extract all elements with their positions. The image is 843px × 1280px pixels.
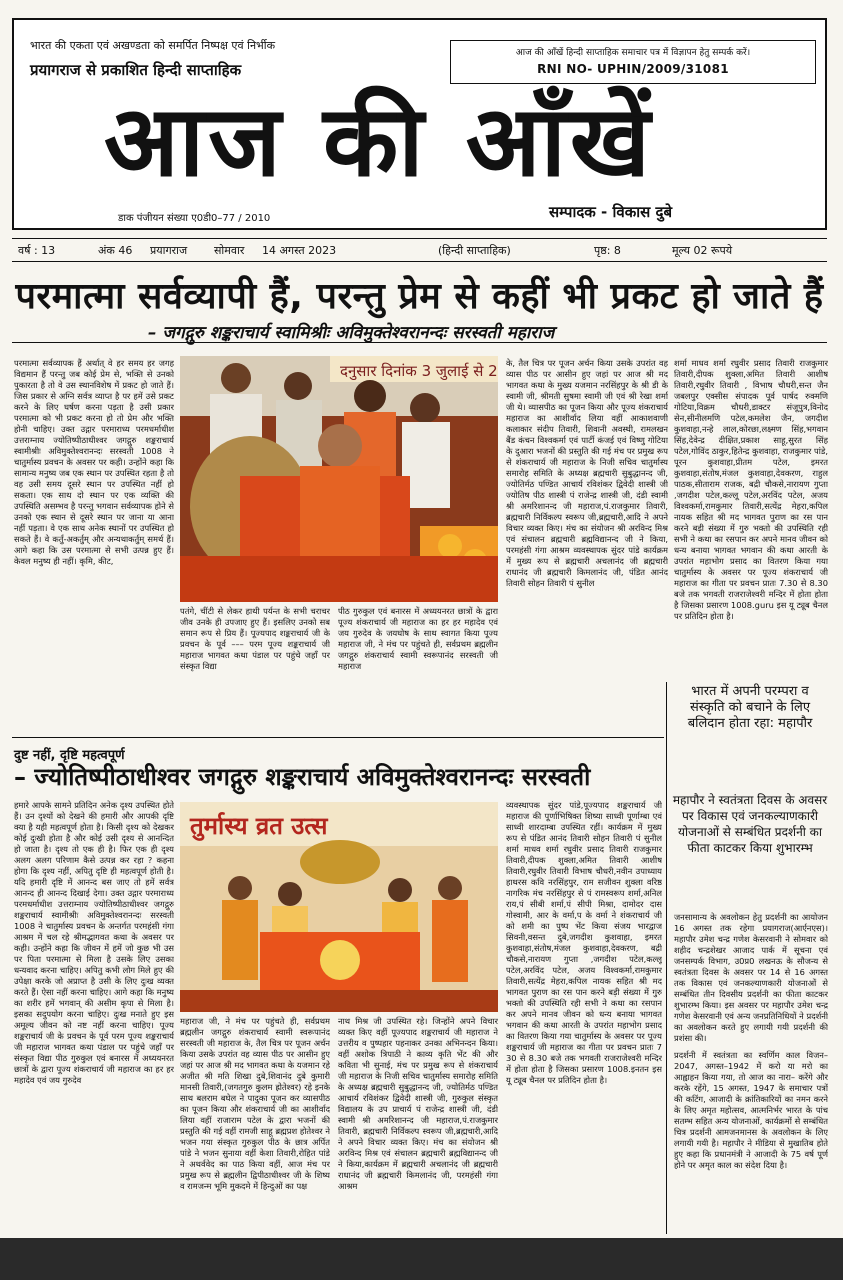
newspaper-title: आज की आँखें xyxy=(104,84,655,199)
article2-kicker: दुष्ट नहीं, दृष्टि महत्वपूर्ण xyxy=(14,748,125,763)
masthead-tagline: भारत की एकता एवं अखण्डता को समर्पित निष्पक्ष एवं निर्भीक xyxy=(30,39,276,52)
article1-col5: शर्मा माधव शर्मा रघुवीर प्रसाद तिवारी राजकुमार तिवारी,दीपक शुक्ला,अमित तिवारी आशीष तिवारी,रघुवीर तिवारी , विभाष चौधरी,सन्त जैन जबलपुर एक्सीस संपादक पूर्व पार्षद रुक्मणि गोटिया,विक्रम चौधरी,डाक्टर संजूपुत्र,विनोद सेन,सीनीलमणि पटेल,कमलेश जैन, जगदीश कुशवाहा,नन्हे लाल,कोरछा,लक्ष्मण सिंह,भगवान सिंह,देवेन्द्र दीक्षित,प्रकाश साहू,सुरत सिंह पटेल,गोविंद ठाकुर,हितेन्द्र कुशवाहा, राजकुमार पांडे, पूरन कुशवाहा,प्रीतम पटेल, इमरत कुशवाहा,संतोष,मंजल कुशवाहा,देवकरण, राहुल पाठक,सीताराम राजक, बद्री चौकसे,नारायण गुप्ता ,जगदीश पटेल,कल्लू पटेल,अरविंद पटेल, अजय विश्वकर्मा,रामकुमार तिवारी,सत्येंद्र मेहरा,कपिल नायक सहित श्री मद भागवत पुराण का रस पान करने बड़ी संख्या में गुरु भक्तो की उपस्थिति रही सभी ने कथा का रसपान कर अपने मानव जीवन को धन्य बनाया भागवत भगवान की कथा आरती के उपरांत महाभोग प्रसाद का वितरण किया गया चातुर्मास्य के अवसर पर पूज्य शंकराचार्य जी महाराज का गीता पर प्रवचन प्रातः 7.30 से 8.30 बजे तक भगवती राजराजेश्वरी मन्दिर में होता होता है जिसका प्रसारण 1008.guru इस यू ट्यूब चैनल पर प्रतिदिन होता है। xyxy=(674,358,828,621)
article2-photo xyxy=(180,802,498,1012)
article2-col3: नाथ मिश्र जी उपस्थित रहे। जिन्होंने अपने विचार व्यक्त किए वहीं पूज्यपाद शङ्कराचार्य जी महाराज ने उत्तरीय व पुष्पहार पहनाकर उनका अभिनन्दन किया। वहीं अशोक त्रिपाठी ने काव्य कृति भेंट की और कविता भी सुनाई, मंच पर प्रमुख रूप से शंकराचार्य जी महाराज के निजी सचिव चातुर्मास्य समारोह समिति के अध्यक्ष ब्रह्मचारी सुबुद्धानन्द जी, ज्योतिर्मठ पण्डित आचार्य रविशंकर द्विवेदी शास्त्री जी, गुरुकुल संस्कृत विद्यालय के उप प्राचार्य पं राजेन्द्र शास्त्री जी, दंडी स्वामी श्री अमरिशानन्द जी महाराज,पं.राजकुमार तिवारी, ब्रह्मचारी निर्विकल्प स्वरूप जी,ब्रह्मचारी,आदि ने अपने विचार व्यक्त किए। मंच का संयोजन श्री अरविन्द मिश्र एवं संचालन ब्रह्मचारी ब्रह्मविद्यानन्द जी ने किया,कार्यक्रम में ब्रह्मचारी अचलानंद जी ब्रह्मचारी राधानंद जी ब्रह्मचारी किमलानंद जी, परमहंसी गंगा आश्रम xyxy=(338,1016,498,1191)
article1-byline: – जगद्गुरु शङ्कराचार्य स्वामिश्रीः अविमुक्तेश्वरानन्दः सरस्वती महाराज xyxy=(148,323,555,343)
article2-col1: हमारे आपके सामने प्रतिदिन अनेक दृश्य उपस्थित होते हैं। उन दृश्यों को देखने की हमारी और आपकी दृष्टि क्या है यही महत्वपूर्ण होता है। किसी दृश्य को देखकर कोई दुःखी होता है और कोई उसी दृश्य से आनन्दित हो जाता है। दृश्य तो एक ही है। फिर एक ही दृश्य अलग अलग परिणाम कैसे उत्पन्न कर रहा ? कहना होगा कि दृश्य नहीं, अपितु दृष्टि ही महत्वपूर्ण होती है। यदि हमारी दृष्टि में आनन्द बस जाए तो हमें सर्वत्र आनन्द ही आनन्द दिखाई देगा। उक्त उद्गार परमाराध्य परमधर्माधीश उत्तराम्नाय ज्योतिष्पीठाधीश्वर जगद्गुरु शङ्कराचार्य स्वामीश्रीः अविमुक्तेश्वरानन्दः सरस्वती 1008 ने चातुर्मास्य प्रवचन के अन्तर्गत परमहंसी गंगा आश्रम में चल रहे श्रीमद्भागवत कथा के अवसर पर कही। उन्होंने कहा कि जीवन में हमें जो कुछ भी उस पर पिता परमात्मा से मिला है उसके लिए उसका धन्यवाद करना चाहिए। अपितु कभी लोग मिले हुए की उपेक्षा करके जो अप्राप्त है उसी के लिए दुःख व्यक्त करते हैं। ऐसा नहीं करना चाहिए। आगे कहा कि मनुष्य का शरीर हमें भगवान् की असीम कृपा से मिला है। इसका सदुपयोग करना चाहिए। दुःख मनाते हुए इस अमूल्य जीवन को नष्ट नहीं करना चाहिए। पूज्य शङ्कराचार्य जी के प्रवचन के पूर्व परम पूज्य शङ्कराचार्य जी महाराज भागवत कथा पंडाल पर पहुंचे जहाँ पर संस्कृत विद्या पीठ गुरुकुल एवं बनारस में अध्ययनरत छात्रों के द्वारा पूज्य शंकराचार्य जी महाराज का हर हर महादेव एवं जय गुरुदेव xyxy=(14,800,174,1085)
page-bottom-edge xyxy=(0,1238,843,1280)
photo-chaturmasya-stage xyxy=(180,802,498,1012)
issue-type: (हिन्दी साप्ताहिक) xyxy=(438,244,511,257)
article3-subhead: महापौर ने स्वतंत्रता दिवस के अवसर पर विकास एवं जनकल्याणकारी योजनाओं से सम्बंधित प्रदर्शनी का फीता काटकर किया शुभारम्भ xyxy=(672,793,828,855)
issue-date: 14 अगस्त 2023 xyxy=(262,244,337,257)
issue-year: वर्ष : 13 xyxy=(18,244,56,257)
article3-headline: भारत में अपनी परम्परा व संस्कृति को बचाने के लिए बलिदान होता रहा: महापौर xyxy=(687,684,813,731)
article1-col3: पीठ गुरुकुल एवं बनारस में अध्ययनरत छात्रों के द्वारा पूज्य शंकराचार्य जी महाराज का हर हर महादेव एवं जय गुरुदेव के जयघोष के साथ स्वागत किया पूज्य महाराज जी, ने मंच पर पहुंचते ही, सर्वप्रथम ब्रह्मलीन जगद्गुरु शंकराचार्य स्वामी स्वरूपानंद सरस्वती जी महाराज xyxy=(338,606,498,671)
article3-body2: प्रदर्शनी में स्वतंत्रता का स्वर्णिम काल विजन–2047, अगस्त–1942 में करो या मरो का आह्वाहन किया गया, तो आज का नारा– करेंगे और करके रहेंगे, 15 अगस्त, 1947 के समाचार पत्रों की कटिंग, आजादी के क्रांतिकारियों का नमन करने के लिए अमृत महोत्सव, आत्मनिर्भर भारत के पांच सतम्भ सहित अन्य योजनाओं, कार्यक्रमों से सम्बंधित चित्र प्रदर्शनी आमजनमानस के अवलोकन के लिए लगायी गयी है। महापौर ने मीडिया से मुखातिब होते हुए कहा कि प्रधानमंत्री ने आजादी के 75 वर्ष पूर्ण होने पर अमृत काल का संदेश दिया है। xyxy=(674,1050,828,1170)
issue-day: सोमवार xyxy=(214,244,245,257)
article2-col2: महाराज जी, ने मंच पर पहुंचते ही, सर्वप्रथम ब्रह्मलीन जगद्गुरु शंकराचार्य स्वामी स्वरूपानंद सरस्वती जी महाराज के, तैल चित्र पर पूजन अर्चन किया उसके उपरांत वह व्यास पीठ पर आसीन हुए जहां पर आज श्री मद भागवत कथा के यजमान रहे अजीत श्री मति शिखा दुबे,शिवानंद दुबे कुमारी मानसी तिवारी,(जगतगुरु कुलम ह्रोतेश्वर) रहे इनके साथ बलराम बघेल ने पादुका पूजन कर व्यासपीठ का पूजन किया और शंकराचार्य जी का आशीर्वाद लिया वहीं राजाराम पटेल के द्वारा भजनों की प्रस्तुति की गई वहीं रामजी साहू ब्रह्मप्रश होतेश्वर ने भजन गया संस्कृत गुरुकुल पीठ के छात्र अर्पित पांडे ने भजन सुनाया वहीं केशा तिवारी,रोहित पांडे ने अथर्ववेद का पाठ किया वहीं, आज मंच पर प्रमुख रूप से ब्रह्मलीन द्विपीठाधीश्वर जी के शिष्य व रामजन्म भूमि मुकदमे में हिन्दुओं का पक्ष xyxy=(180,1016,330,1191)
article2-col4: व्यवस्थापक सुंदर पांडे,पूज्यपाद शङ्कराचार्य जी महाराज की पूर्णाभिषिक्त शिष्या साध्वी पूर्णाम्बा एवं साध्वी शारदाम्बा उपस्थित रहीं। कार्यक्रम में मुख्य रूप से पंडित आनंद तिवारी सोहन तिवारी पं सुनील शर्मा माधव शर्मा रघुवीर प्रसाद तिवारी राजकुमार तिवारी,दीपक शुक्ला,अमित तिवारी आशीष तिवारी,रघुवीर तिवारी विभाष चौधरी,नवीन उपाध्याय हाथरस कवि नरसिंहपुर, राम सजीवन शुक्ला वरिष्ठ नागरिक मंच नरसिंहपुर से पं रामस्वरूप शर्मा,अनिल राय,पं सीबी शर्मा,पं सीपी मिश्रा, दामोदर दास गोस्वामी, आर के वर्मा,प के वर्मा ने शंकराचार्य जी को शमी का पुष्प भेंट किया संजय भारद्वाज सिवनी,वसन्त दुबे,जगदीश कुशवाहा, इमरत कुशवाहा,संतोष,मंजल कुशवाहा,देवकरण, बद्री चौकसे,नारायण गुप्ता ,जगदीश पटेल,कल्लू पटेल,अरविंद पटेल, अजय विश्वकर्मा,रामकुमार तिवारी,सत्येंद्र मेहरा,कपिल नायक सहित श्री मद भागवत पुराण का रस पान करने बड़ी संख्या में गुरु भक्तो की उपस्थिति रही सभी ने कथा का रसपान कर अपने मानव जीवन को धन्य बनाया भागवत भगवान की कथा आरती के उपरांत महाभोग प्रसाद का वितरण किया गया चातुर्मास्य के अवसर पर पूज्य शङ्कराचार्य जी महाराज का गीता पर प्रवचन प्रातः 7 30 से 8.30 बजे तक भगवती राजराजेश्वरी मन्दिर में होता होता है जिसका प्रसारण 1008.इनतन इस यू ट्यूब चैनल पर प्रतिदिन होता है। xyxy=(506,800,662,1085)
article2-headline: – ज्योतिष्पीठाधीश्वर जगद्गुरु शङ्कराचार्य अविमुक्तेश्वरानन्दः सरस्वती xyxy=(14,763,591,791)
article1-col4: के, तैल चित्र पर पूजन अर्चन किया उसके उपरांत वह व्यास पीठ पर आसीन हुए जहां पर आज श्री मद भागवत कथा के मुख्य यजमान नरसिंहपुर के श्री डी के स्वामी जी, श्रीमती सुषमा स्वामी जी एवं श्री रेखा शर्मा जी थे। व्यासपीठ का पूजन किया और पूज्य शंकराचार्य महाराज का आशीर्वाद लिया वहीं आकाशवाणी कलाकार संदीप तिवारी, शिवानी अवस्थी, रामलखन बैंड कंचन विश्वकर्मा एवं पार्टी कंजई एवं विष्णु गोटिया के दुआरा भजनों की प्रस्तुति की गई मंच पर प्रमुख रूप से शंकराचार्य जी महाराज के निजी सचिव चातुर्मास्य समारोह समिति के अध्यक्ष ब्रह्मचारी सुबुद्धानन्द जी, ज्योतिर्मठ पण्डित आचार्य रविशंकर द्विवेदी शास्त्री जी ज्योतिष पीठ शास्त्री पं राजेन्द्र शास्त्री जी, दंडी स्वामी श्री अमरिशानन्द जी महाराज,पं.राजकुमार तिवारी, ब्रह्मचारी निर्विकल्प स्वरूप जी,ब्रह्मचारी,आदि ने अपने विचार व्यक्त किए। मंच का संयोजन श्री अरविन्द मिश्र एवं संचालन ब्रह्मचारी ब्रह्मविद्यानन्द जी ने किया, परमहंसी गंगा आश्रम व्यवस्थापक सुंदर पांडे कार्यक्रम में मुख्य रूप से ब्रह्मचारी अचलानंद जी ब्रह्मचारी राधानंद जी ब्रह्मचारी किमलानंद जी, पंडित आनंद तिवारी सोहन तिवारी पं सुनील xyxy=(506,358,668,588)
article1-col2: पतंगे, चींटी से लेकर हाथी पर्यन्त के सभी चराचर जीव उनके ही उपजाए हुए हैं। इसलिए उनको सब समान रूप से प्रिय हैं। पूज्यपाद शङ्कराचार्य जी के प्रवचन के पूर्व ––– परम पूज्य शङ्कराचार्य जी महाराज भागवत कथा पंडाल पर पहुंचे जहाँ पर संस्कृत विद्या xyxy=(180,606,330,671)
article1-photo xyxy=(180,356,498,602)
masthead xyxy=(12,18,827,230)
masthead-subtagline: प्रयागराज से प्रकाशित हिन्दी साप्ताहिक xyxy=(30,61,242,79)
photo-banner-text: तुर्मास्य व्रत उत्स xyxy=(190,812,328,840)
rni-number: RNI NO- UPHIN/2009/31081 xyxy=(537,62,729,76)
postal-registration: डाक पंजीयन संख्या ए0डी0–77 / 2010 xyxy=(118,213,271,224)
issue-price: मूल्य 02 रूपये xyxy=(672,244,733,257)
photo-banner-text: दनुसार दिनांक 3 जुलाई से 2 xyxy=(340,362,498,380)
article1-col1: परमात्मा सर्वव्यापक हैं अर्थात् वे हर समय हर जगह विद्यमान हैं परन्तु जब कोई प्रेम से, भक्ति से उनको पुकारता है तो वे उस स्थानविशेष में प्रकट हो जाते हैं। जिस प्रकार से अग्नि सर्वत्र व्याप्त है पर हमें उसे प्रकट करने के लिए घर्षण करना पड़ता है उसी प्रकार परमात्मा को भी प्रकट करना हो तो प्रेम और भक्ति होनी चाहिए। उक्त उद्गार परमाराध्य परमधर्माधीश उत्तराम्नाय ज्योतिष्पीठाधीश्वर जगद्गुरु शङ्कराचार्य स्वामीश्रीः अविमुक्तेश्वरानन्दः सरस्वती 1008 ने चातुर्मास्य प्रवचन के अवसर पर कही। उन्होंने कहा कि सामान्य मनुष्य जब एक स्थान पर उपस्थित रहता है तो वह उसी समय दूसरे स्थान पर उपस्थित नहीं हो सकता। एक साथ दो स्थान पर एक व्यक्ति की उपस्थिति असम्भव है परन्तु भगवान सर्वव्यापक होने से उनको एक स्थान से दूसरे स्थान पर जाना या आना नहीं पड़ता। वे एक साथ अनेक स्थानों पर उपस्थित हो सकते हैं। वे कर्तुं-अकर्तुम् और अन्यथाकर्तुम् समर्थ हैं। आगे कहा कि उस परमात्मा से सभी उत्पन्न हुए हैं। केवल मनुष्य ही नहीं। कृमि, कीट, xyxy=(14,358,174,566)
divider xyxy=(12,737,664,738)
divider xyxy=(12,342,827,343)
editor-name: सम्पादक - विकास दुबे xyxy=(549,203,673,221)
ad-notice: आज की आँखें हिन्दी साप्ताहिक समाचार पत्र में विज्ञापन हेतु सम्पर्क करें। xyxy=(515,48,751,58)
article3-body1: जनसामान्य के अवलोकन हेतु प्रदर्शनी का आयोजन 16 अगस्त तक रहेगा प्रयागराज(आर्एनएस)। महापौर उमेश चन्द्र गणेश केसरवानी ने सोमवार को शहीद चन्द्रशेखर आजाद पार्क में सूचना एवं जनसम्पर्क विभाग, उ0प्र0 लखनऊ के सौजन्य से स्वतंत्रता दिवस के अवसर पर 14 से 16 अगस्त तक विकास एवं जनकल्याणकारी योजनाओं से सम्बंधित तीन दिवसीय प्रदर्शनी का फीता काटकर शुभारम्भ किया। इस अवसर पर महापौर उमेश चन्द्र गणेश केसरवानी एवं अन्य जनप्रतिनिधियों ने प्रदर्शनी का अवलोकन करते हुए लगायी गयी प्रदर्शनी की प्रशंसा की। xyxy=(674,912,828,1043)
issue-number: अंक 46 xyxy=(98,244,133,257)
issue-pages: पृष्ठ: 8 xyxy=(594,244,621,257)
article1-headline: परमात्मा सर्वव्यापी हैं, परन्तु प्रेम से कहीं भी प्रकट हो जाते हैं xyxy=(15,276,824,317)
issue-place: प्रयागराज xyxy=(150,244,188,257)
column-divider xyxy=(666,682,667,1234)
photo-shankaracharya-stage xyxy=(180,356,498,602)
issue-info-bar xyxy=(12,238,827,262)
